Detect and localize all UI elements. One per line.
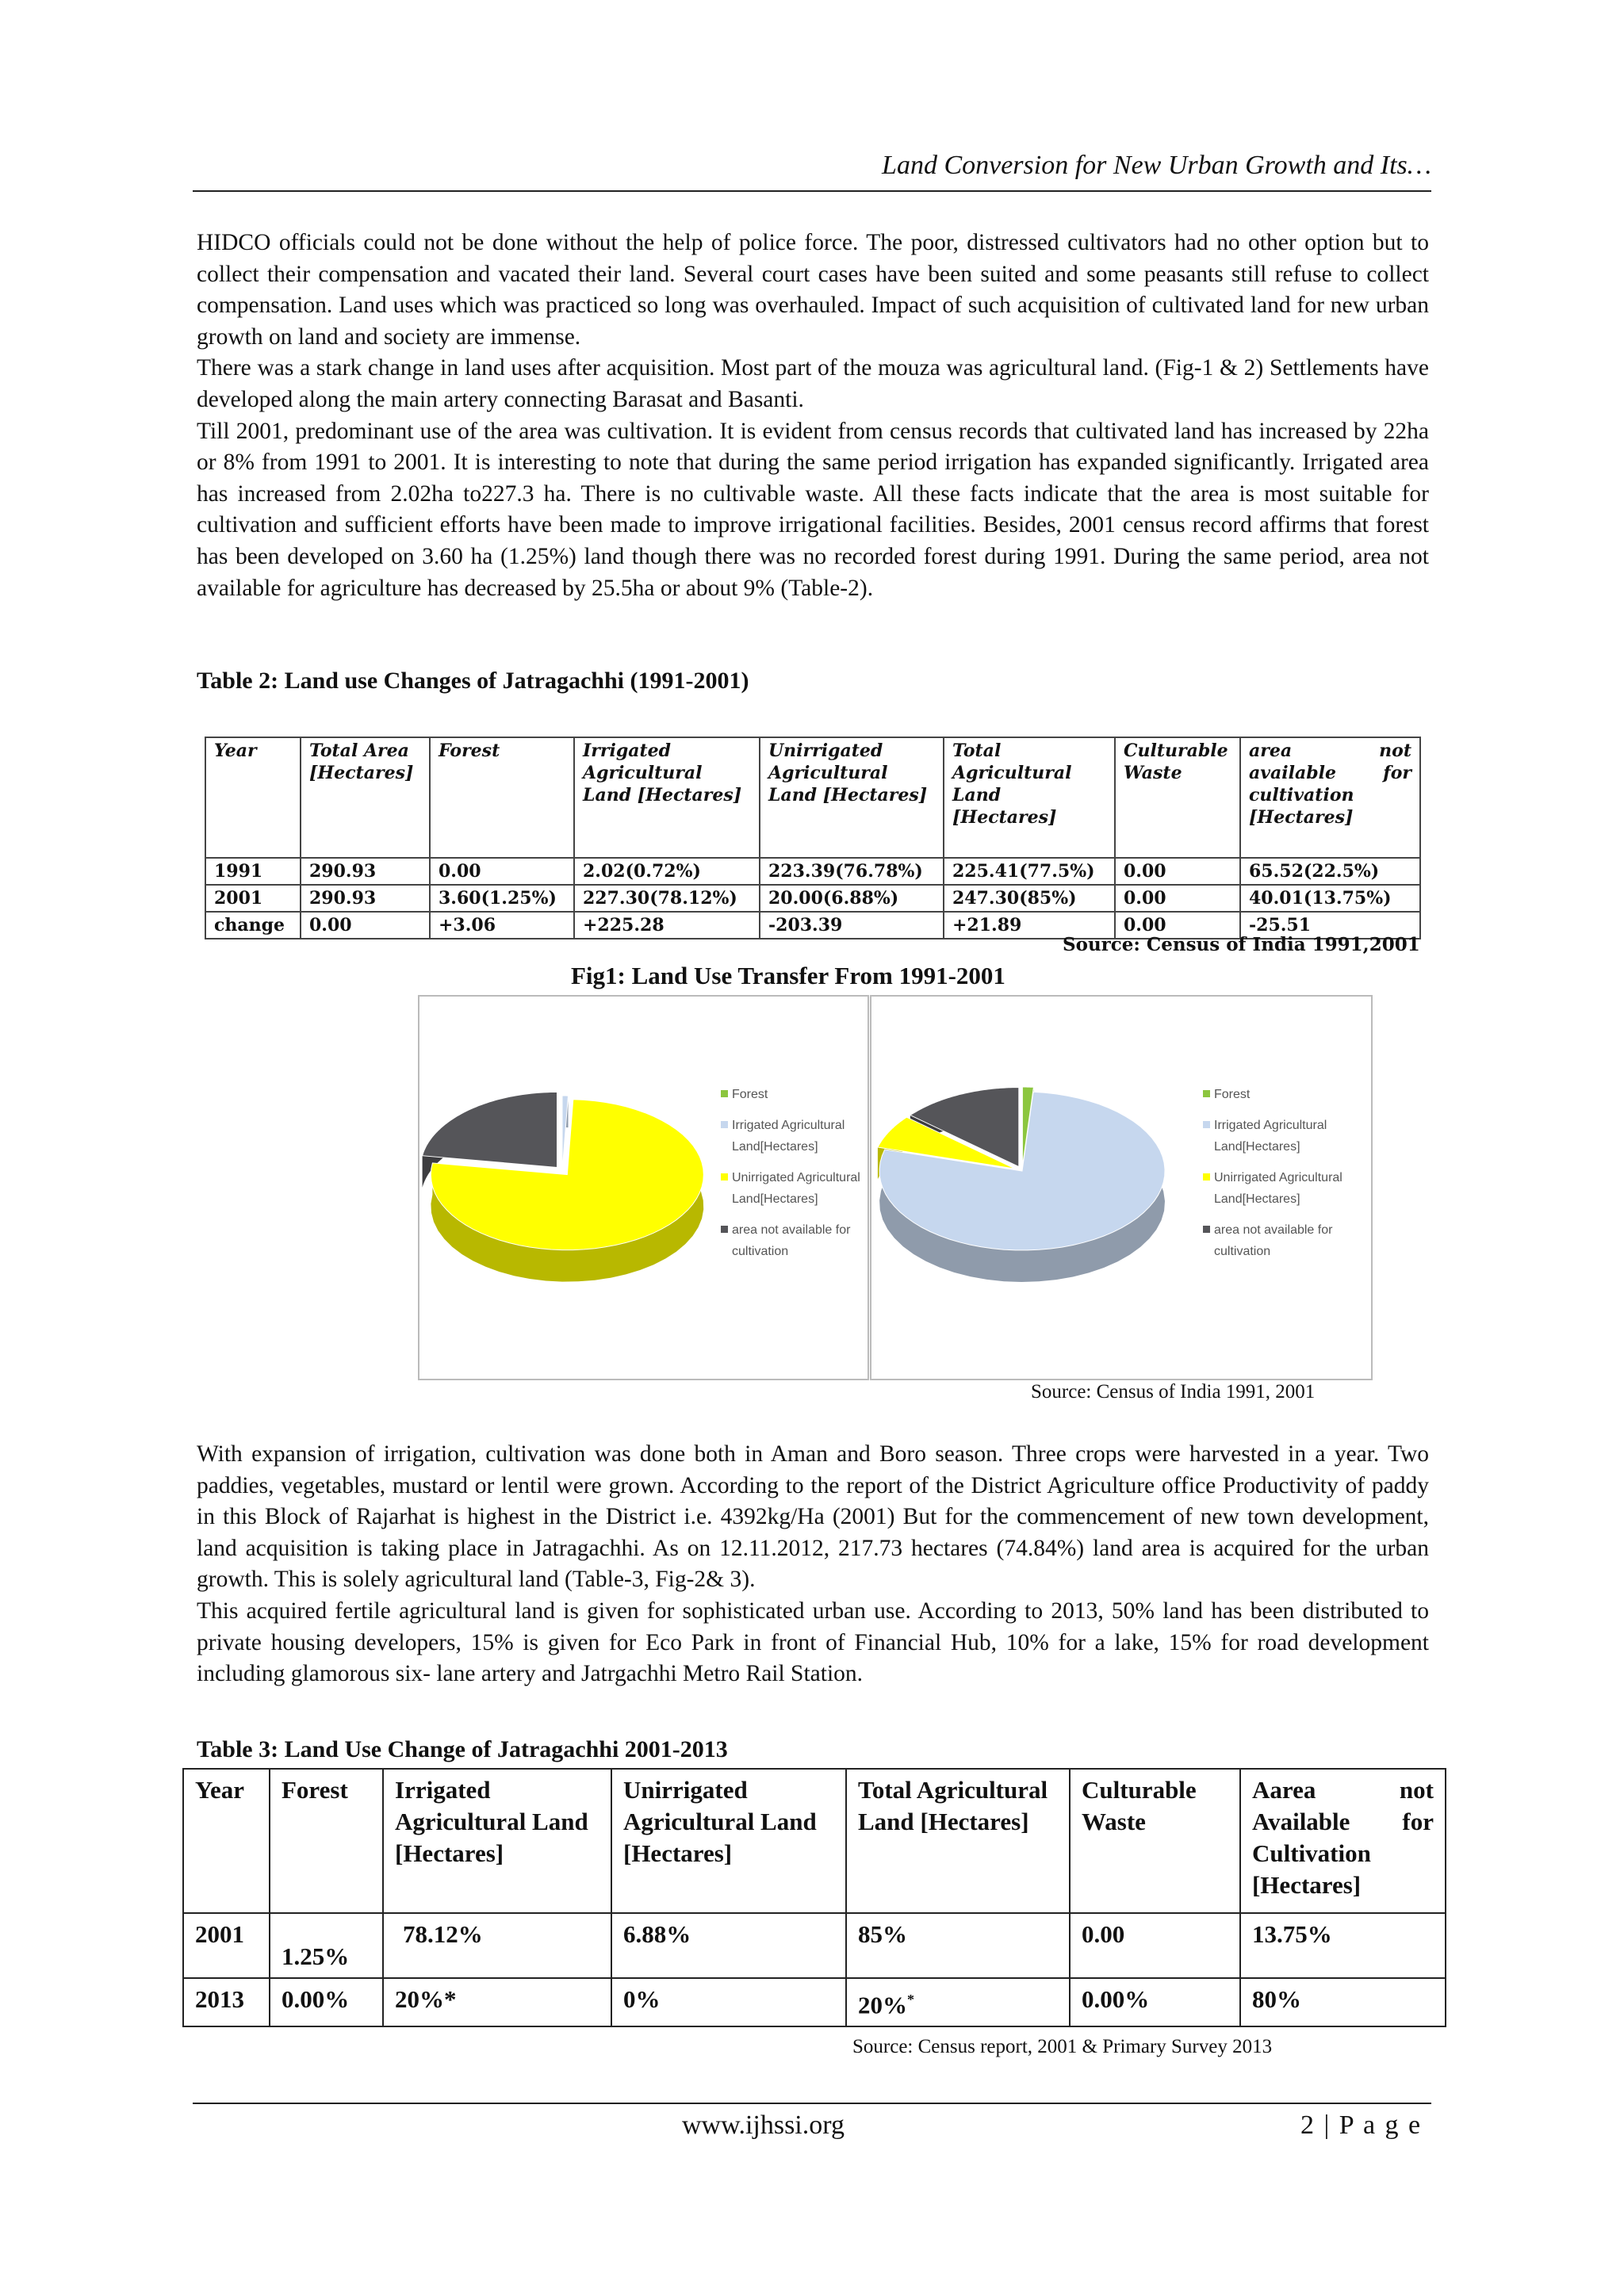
table3-cell-value: 20% (858, 1991, 907, 2019)
pie-panel-2001 (870, 995, 1373, 1380)
table2-row (205, 858, 1420, 885)
running-title: Land Conversion for New Urban Growth and Its… (882, 151, 1431, 180)
table3-cell: 2013 (183, 1978, 270, 2026)
figure1-caption: Fig1: Land Use Transfer From 1991-2001 (571, 962, 1005, 989)
table2-cell: 3.60(1.25%) (430, 885, 574, 912)
table2-cell: 0.00 (1115, 858, 1240, 885)
table3-cell (846, 1978, 1070, 2026)
table2-cell: 0.00 (430, 858, 574, 885)
swatch-unirrigated (721, 1173, 728, 1181)
swatch-unirrigated (1203, 1173, 1210, 1181)
table2-cell: 247.30(85%) (944, 885, 1115, 912)
table3-cell: 6.88% (611, 1913, 846, 1978)
table3-header-cell: Forest (270, 1769, 383, 1913)
table2-source: Source: Census of India 1991,2001 (1063, 934, 1420, 955)
swatch-forest (721, 1090, 728, 1097)
pie-slice-not-available (423, 1092, 557, 1167)
legend-item-forest (721, 1084, 871, 1105)
table3-cell: 78.12% (383, 1913, 611, 1978)
pie-slices-2001 (878, 1087, 1165, 1282)
legend-2001 (1203, 1084, 1353, 1272)
footer-rule (193, 2103, 1431, 2104)
table3-cell: 0.00 (1070, 1913, 1240, 1978)
table3-cell: 0% (611, 1978, 846, 2026)
table2-header-row (205, 737, 1420, 858)
table2-cell: 0.00 (1115, 885, 1240, 912)
swatch-irrigated (1203, 1121, 1210, 1128)
table2-cell: 227.30(78.12%) (574, 885, 760, 912)
figure1-source: Source: Census of India 1991, 2001 (1031, 1381, 1316, 1402)
legend-1991 (721, 1084, 871, 1272)
table2-cell: 20.00(6.88%) (760, 885, 944, 912)
legend-label: Forest (732, 1088, 768, 1101)
legend-item-unirrigated (721, 1167, 871, 1210)
table3-cell: 2001 (183, 1913, 270, 1978)
table3-cell: 1.25% (270, 1913, 383, 1978)
legend-item-unirrigated (1203, 1167, 1353, 1210)
table3-row (183, 1913, 1446, 1978)
table2-header-cell: Total Area [Hectares] (301, 737, 430, 858)
pie-slice-irrigated (562, 1096, 569, 1171)
legend-item-irrigated (1203, 1115, 1353, 1158)
table2-cell: 223.39(76.78%) (760, 858, 944, 885)
swatch-not-available (721, 1226, 728, 1233)
swatch-not-available (1203, 1226, 1210, 1233)
table3-row (183, 1978, 1446, 2026)
table3-header-row (183, 1769, 1446, 1913)
table3-header-cell: Year (183, 1769, 270, 1913)
legend-item-not-available (721, 1219, 871, 1262)
table2-caption: Table 2: Land use Changes of Jatragachhi (1991-2001) (197, 668, 749, 694)
legend-item-forest (1203, 1084, 1353, 1105)
legend-label: Unirrigated Agricultural Land[Hectares] (1214, 1171, 1342, 1206)
legend-item-irrigated (721, 1115, 871, 1158)
table2-header-cell: Culturable Waste (1115, 737, 1240, 858)
table2-cell: -25.51 (1240, 912, 1420, 939)
table2-row (205, 885, 1420, 912)
swatch-irrigated (721, 1121, 728, 1128)
table3-header-cell: Irrigated Agricultural Land [Hectares] (383, 1769, 611, 1913)
table3-header-cell: Total Agricultural Land [Hectares] (846, 1769, 1070, 1913)
table2-header-cell: Forest (430, 737, 574, 858)
table2-header-cell: Irrigated Agricultural Land [Hectares] (574, 737, 760, 858)
table3-header-cell: Aarea not Available for Cultivation [Hectares] (1240, 1769, 1446, 1913)
table3 (182, 1768, 1446, 2027)
table2-header-cell: Total Agricultural Land [Hectares] (944, 737, 1115, 858)
table3-cell: 0.00% (1070, 1978, 1240, 2026)
table3-cell: 13.75% (1240, 1913, 1446, 1978)
footer-url: www.ijhssi.org (682, 2110, 845, 2140)
swatch-forest (1203, 1090, 1210, 1097)
asterisk-mark: * (907, 1992, 914, 2007)
paragraph-1: HIDCO officials could not be done without the help of police force. The poor, distressed cultivators had no other option but to collect their compensation and vacated their land. Several court cases have been suited and some peasants still refuse to collect compensation. Land uses which was practiced so long was overhauled. Impact of such acquisition of cultivated land for new urban growth on land and society are immense. (197, 230, 1429, 350)
body-text-top (197, 228, 1429, 604)
table3-cell: 85% (846, 1913, 1070, 1978)
body-text-middle (197, 1439, 1429, 1690)
table2-header-cell: Year (205, 737, 301, 858)
legend-item-not-available (1203, 1219, 1353, 1262)
table2-cell: 40.01(13.75%) (1240, 885, 1420, 912)
table3-header-cell: Culturable Waste (1070, 1769, 1240, 1913)
header-rule (193, 190, 1431, 192)
table2-cell: 1991 (205, 858, 301, 885)
table2-cell: 225.41(77.5%) (944, 858, 1115, 885)
pie-slices-1991 (423, 1092, 704, 1281)
pie-panel-1991 (418, 995, 869, 1380)
table2-cell: +3.06 (430, 912, 574, 939)
legend-label: area not available for cultivation (1214, 1223, 1333, 1258)
table2-cell: change (205, 912, 301, 939)
page-number: 2 | P a g e (1300, 2110, 1423, 2140)
legend-label: Unirrigated Agricultural Land[Hectares] (732, 1171, 860, 1206)
legend-label: area not available for cultivation (732, 1223, 851, 1258)
table3-caption: Table 3: Land Use Change of Jatragachhi 2001-2013 (197, 1736, 728, 1762)
table2-cell: 65.52(22.5%) (1240, 858, 1420, 885)
table3-header-cell: Unirrigated Agricultural Land [Hectares] (611, 1769, 846, 1913)
table2-cell: 0.00 (1115, 912, 1240, 939)
paragraph-4: With expansion of irrigation, cultivation was done both in Aman and Boro season. Three crops were harvested in a year. Two paddies, vegetables, mustard or lentil were grown. According to the report of the District Agriculture office Productivity of paddy in this Block of Rajarhat is highest in the District i.e. 4392kg/Ha (2001) But for the commencement of new town development, land acquisition is taking place in Jatragachhi. As on 12.11.2012, 217.73 hectares (74.84%) land area is acquired for the urban growth. This is solely agricultural land (Table-3, Fig-2& 3). (197, 1441, 1429, 1593)
table2-cell: 2001 (205, 885, 301, 912)
table3-cell: 80% (1240, 1978, 1446, 2026)
paragraph-3: Till 2001, predominant use of the area was cultivation. It is evident from census records that cultivated land has increased by 22ha or 8% from 1991 to 2001. It is interesting to note that during the same period irrigation has expanded significantly. Irrigated area has increased from 2.02ha to227.3 ha. There is no cultivable waste. All these facts indicate that the area is most suitable for cultivation and sufficient efforts have been made to improve irrigational facilities. Besides, 2001 census record affirms that forest has been developed on 3.60 ha (1.25%) land though there was no recorded forest during 1991. During the same period, area not available for agriculture has decreased by 25.5ha or about 9% (Table-2). (197, 418, 1429, 601)
table2-cell: -203.39 (760, 912, 944, 939)
table3-source: Source: Census report, 2001 & Primary Survey 2013 (852, 2036, 1273, 2057)
paragraph-2: There was a stark change in land uses after acquisition. Most part of the mouza was agricultural land. (Fig-1 & 2) Settlements have developed along the main artery connecting Barasat and Basanti. (197, 355, 1429, 412)
table2-cell: 2.02(0.72%) (574, 858, 760, 885)
table3-cell: 20%* (383, 1978, 611, 2026)
table2 (205, 737, 1421, 939)
table3-cell: 0.00% (270, 1978, 383, 2026)
table2-cell: 290.93 (301, 885, 430, 912)
table2-header-cell: Unirrigated Agricultural Land [Hectares] (760, 737, 944, 858)
table2-cell: +225.28 (574, 912, 760, 939)
table2-cell: 0.00 (301, 912, 430, 939)
paragraph-5: This acquired fertile agricultural land is given for sophisticated urban use. According to 2013, 50% land has been distributed to private housing developers, 15% is given for Eco Park in front of Financial Hub, 10% for a lake, 15% for road development including glamorous six- lane artery and Jatrgachhi Metro Rail Station. (197, 1598, 1429, 1687)
legend-label: Forest (1214, 1088, 1251, 1101)
legend-label: Irrigated Agricultural Land[Hectares] (1214, 1119, 1327, 1154)
table2-cell: +21.89 (944, 912, 1115, 939)
table2-header-cell: area not available for cultivation [Hectares] (1240, 737, 1420, 858)
legend-label: Irrigated Agricultural Land[Hectares] (732, 1119, 845, 1154)
table2-cell: 290.93 (301, 858, 430, 885)
